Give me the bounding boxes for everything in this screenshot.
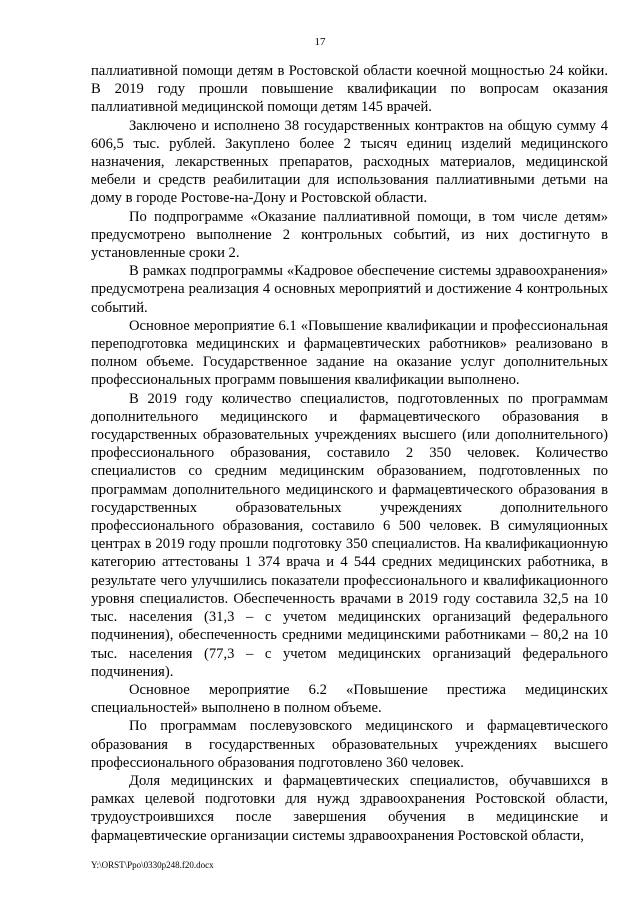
paragraph: В 2019 году количество специалистов, подготовленных по программам дополнительного медицинского и фармацевтического образования в государственных образовательных учреждениях высшего (или дополнительного) профессионального образования, составило 2 350 человек. Количество специалистов со средним медицинским образованием, подготовленных по программам дополнительного медицинского и фармацевтического образования в государственных образовательных учреждениях дополнительного профессионального образования, составило 6 500 человек. В симуляционных центрах в 2019 году прошли подготовку 350 специалистов. На квалификационную категорию аттестованы 1 374 врача и 4 544 средних медицинских работника, в результате чего улучшились показатели профессионального и квалификационного уровня специалистов. Обеспеченность врачами в 2019 году составила 32,5 на 10 тыс. населения (31,3 – с учетом медицинских организаций федерального подчинения), обеспеченность средними медицинскими работниками – 80,2 на 10 тыс. населения (77,3 – с учетом медицинских организаций федерального подчинения). [91, 390, 608, 680]
paragraph: Доля медицинских и фармацевтических специалистов, обучавшихся в рамках целевой подготовки для нужд здравоохранения Ростовской области, трудоустроившихся после завершения обучения в медицинские и фармацевтические организации системы здравоохранения Ростовской области, [91, 772, 608, 844]
page-number: 17 [314, 36, 326, 48]
paragraph: По подпрограмме «Оказание паллиативной помощи, в том числе детям» предусмотрено выполнение 2 контрольных событий, из них достигнуто в установленные сроки 2. [91, 208, 608, 262]
footer-file-path: Y:\ORST\Ppo\0330p248.f20.docx [91, 860, 214, 870]
paragraph: паллиативной помощи детям в Ростовской области коечной мощностью 24 койки. В 2019 году прошли повышение квалификации по вопросам оказания паллиативной медицинской помощи детям 145 врачей. [91, 63, 608, 116]
paragraph: По программам послевузовского медицинского и фармацевтического образования в государственных образовательных учреждениях высшего профессионального образования подготовлено 360 человек. [91, 718, 608, 771]
paragraph: Основное мероприятие 6.1 «Повышение квалификации и профессиональная переподготовка медицинских и фармацевтических работников» реализовано в полном объеме. Государственное задание на оказание услуг дополнительных профессиональных программ повышения квалификации выполнено. [91, 317, 608, 389]
paragraph: Основное мероприятие 6.2 «Повышение престижа медицинских специальностей» выполнено в полном объеме. [91, 681, 608, 717]
paragraph: В рамках подпрограммы «Кадровое обеспечение системы здравоохранения» предусмотрена реализация 4 основных мероприятий и достижение 4 контрольных событий. [91, 263, 608, 316]
paragraph: Заключено и исполнено 38 государственных контрактов на общую сумму 4 606,5 тыс. рублей. Закуплено более 2 тысяч единиц изделий медицинского назначения, лекарственных препаратов, расходных материалов, медицинской мебели и средств реабилитации для использования паллиативными детьми на дому в городе Ростове-на-Дону и Ростовской области. [91, 117, 608, 207]
document-body [91, 62, 608, 845]
